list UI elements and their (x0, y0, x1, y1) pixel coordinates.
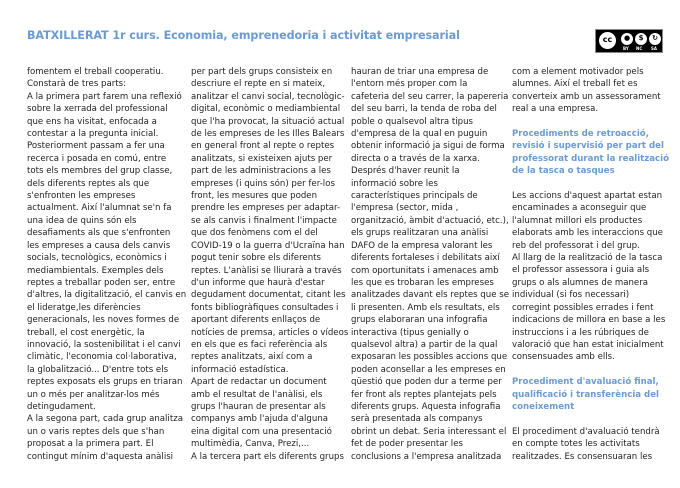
text-line: obrint un debat. Seria interessant el (351, 426, 507, 437)
text-line: real a una empresa. (512, 104, 599, 115)
text-line: obtenir informació ja sigui de forma (351, 141, 505, 152)
text-line: se als canvis i finalment l'impacte (191, 215, 337, 226)
text-line: mediambientals. Exemples dels (27, 265, 164, 276)
column-4-intro (512, 66, 674, 116)
text-line: revisió i supervisió per part del (512, 141, 664, 152)
text-line: l'entorn més proper com la (351, 79, 468, 90)
text-line: converteix amb un assessorament (512, 91, 661, 102)
spacer (512, 116, 674, 128)
text-line: diferents fortaleses i debilitats així (351, 253, 500, 264)
text-line: l'alumnat millori els productes (512, 215, 643, 226)
creative-commons-icon: cc (598, 31, 617, 50)
text-line: de la tasca o tasques (512, 166, 615, 177)
text-line: indicacions de millora en base a les (512, 315, 666, 326)
text-line: Procediments de retroacció, (512, 129, 649, 140)
text-line: hauran de triar una empresa de (351, 67, 489, 77)
text-line: proposat a la primera part. El (27, 439, 154, 450)
section-body-feedback (512, 190, 674, 364)
text-line: tots els membres del grup classe, (27, 166, 173, 177)
text-line: consensuades amb ells. (512, 352, 615, 363)
text-line: analitzar el canvi social, tecnològic- (191, 91, 345, 102)
text-line: com oportunitats i amenaces amb (351, 265, 499, 276)
text-line: les empreses a causa dels canvis (27, 240, 171, 251)
text-line: cafeteria del seu carrer, la papereria (351, 91, 509, 102)
spacer (512, 178, 674, 190)
text-line: Posteriorment passam a fer una (27, 141, 165, 152)
text-line: prendre les empreses per adaptar- (191, 203, 341, 214)
section-heading-evaluation (512, 376, 674, 413)
text-line: pogut tenir sobre els diferents (191, 253, 321, 264)
text-line: encaminades a aconseguir que (512, 203, 647, 214)
text-line: d'altres, la digitalització, el canvis en (27, 290, 187, 301)
text-line: aportant diferents enllaços de (191, 315, 321, 326)
text-line: amb el resultat de l'anàlisi, els (191, 389, 323, 400)
text-line: DAFO de la empresa valorant les (351, 240, 493, 251)
text-line: qüestió que poden dur a terme per (351, 377, 502, 388)
text-line: per part dels grups consisteix en (191, 67, 333, 77)
text-column-3 (351, 66, 511, 463)
text-line: poden aconsellar a les empreses en (351, 364, 506, 375)
text-line: reptes. L'anàlisi se lliurarà a través (191, 265, 342, 276)
text-line: climàtic, l'economia col·laborativa, (27, 352, 177, 363)
text-line: treball, el cost energètic, la (27, 327, 145, 338)
text-line: corregint possibles errades i fent (512, 302, 654, 313)
text-line: part de les administracions a les (191, 166, 331, 177)
section-body-evaluation (512, 426, 674, 463)
text-line: dels diferents reptes als que (27, 178, 150, 189)
text-line: qualificació i transferència del (512, 389, 659, 400)
text-line: detingudament. (27, 401, 96, 412)
text-line: Al llarg de la realització de la tasca (512, 253, 663, 264)
non-commercial-icon: $ (634, 32, 648, 46)
text-line: l'empresa (sector, mida , (351, 203, 459, 214)
text-line: com a element motivador pels (512, 67, 644, 77)
license-label-sa: SA (651, 46, 657, 51)
attribution-icon: ● (620, 32, 634, 46)
text-line: que ens ha visitat, enfocada a (27, 116, 157, 127)
text-line: innovació, la sostenibilitat i el canvi (27, 339, 181, 350)
text-line: Després d'haver reunit la (351, 166, 460, 177)
text-line: el lideratge,les diferències (27, 302, 141, 313)
text-line: en general front al repte o reptes (191, 141, 335, 152)
text-line: un o varis reptes dels que s'han (27, 426, 165, 437)
text-line: reb del professorat i del grup. (512, 240, 640, 251)
spacer (512, 364, 674, 376)
text-line: contestar a la pregunta inicial. (27, 129, 159, 140)
text-line: directa o a través de la xarxa. (351, 153, 480, 164)
text-line: la globalització... D'entre tots els (27, 364, 169, 375)
text-line: A la primera part farem una reflexió (27, 91, 182, 102)
text-line: els grups realitzaran una anàlisi (351, 228, 489, 239)
document-title: BATXILLERAT 1r curs. Economia, emprenedoria i activitat empresarial (27, 29, 460, 42)
text-line: interactiva (tipus genially o (351, 327, 469, 338)
text-line: que dos fenòmens com el del (191, 228, 318, 239)
text-line: descriure el repte en si mateix, (191, 79, 326, 90)
text-line: Procediment d'avaluació final, (512, 377, 659, 388)
text-line: fonts bibliogràfiques consultades i (191, 302, 339, 313)
license-badge (595, 29, 663, 53)
text-line: exposaran les possibles accions que (351, 352, 508, 363)
text-line: conclusions a l'empresa analitzada (351, 451, 502, 462)
text-line: A la tercera part els diferents grups (191, 451, 344, 462)
text-line: fomentem el treball cooperatiu. (27, 67, 164, 77)
text-line: en els que es faci referència als (191, 339, 328, 350)
text-line: valoració que han estat inicialment (512, 339, 664, 350)
text-line: reptes analitzats, així com a (191, 352, 313, 363)
text-line: reptes a treballar poden ser, entre (27, 277, 176, 288)
text-line: informació sobre les (351, 178, 438, 189)
text-line: d'empresa de la qual en puguin (351, 129, 488, 140)
text-line: informació estadística. (191, 364, 289, 375)
text-line: grups o als alumnes de manera (512, 277, 649, 288)
text-line: el professor assessora i guia als (512, 265, 650, 276)
text-line: que l'ha provocat, la situació actual (191, 116, 345, 127)
text-line: organització, àmbit d'actuació, etc.), (351, 215, 509, 226)
text-line: reptes exposats els grups en triaran (27, 377, 183, 388)
text-line: serà presentada als companys (351, 414, 483, 425)
spacer (512, 413, 674, 425)
text-line: Apart de redactar un document (191, 377, 327, 388)
text-line: COVID-19 o la guerra d'Ucraïna han (191, 240, 345, 251)
text-line: de les empreses de les Illes Balears (191, 129, 345, 140)
text-line: característiques principals de (351, 191, 478, 202)
text-line: Constarà de tres parts: (27, 79, 127, 90)
text-line: actualment. Així l'alumnat se'n fa (27, 203, 172, 214)
text-line: d'un informe que haurà d'estar (191, 277, 325, 288)
text-line: eina digital com una presentació (191, 426, 332, 437)
text-line: realitzades. Es consensuaran les (512, 451, 653, 462)
text-line: diferents grups. Aquesta infografia (351, 401, 501, 412)
text-line: un o més per analitzar-los més (27, 389, 160, 400)
text-line: poble o qualsevol altra tipus (351, 116, 474, 127)
text-line: les que es trobaran les empreses (351, 277, 494, 288)
text-line: companys amb l'ajuda d'alguna (191, 414, 329, 425)
license-label-nc: NC (636, 46, 643, 51)
text-line: elaborats amb les interaccions que (512, 228, 663, 239)
text-line: front, les mesures que poden (191, 191, 318, 202)
text-line: socials, tecnològics, econòmics i (27, 253, 167, 264)
text-line: desafiaments als que s'enfronten (27, 228, 171, 239)
text-line: instruccions i a les rúbriques de (512, 327, 649, 338)
text-line: professorat durant la realització (512, 153, 670, 164)
text-line: sobre la xerrada del professional (27, 104, 168, 115)
text-line: empreses (i quins són) per fer-los (191, 178, 335, 189)
text-line: coneixement (512, 401, 575, 412)
text-line: en compte totes les activitats (512, 439, 640, 450)
text-line: analitzades davant els reptes que se (351, 290, 509, 301)
text-line: El procediment d'avaluació tendrà (512, 426, 660, 437)
text-line: contingut mínim d'aquesta anàlisi (27, 451, 174, 462)
text-line: una idea de quins són els (27, 215, 137, 226)
text-line: Les accions d'aquest apartat estan (512, 191, 663, 202)
license-label-by: BY (623, 46, 629, 51)
text-line: fet de poder presentar les (351, 439, 463, 450)
text-column-2 (191, 66, 351, 463)
text-line: alumnes. Així el treball fet es (512, 79, 638, 90)
text-line: individual (si fos necessari) (512, 290, 630, 301)
text-column-4 (512, 66, 674, 463)
text-column-1 (27, 66, 187, 463)
text-line: li presenten. Amb els resultats, els (351, 302, 500, 313)
text-line: recerca i posada en comú, entre (27, 153, 167, 164)
text-line: qualsevol altra) a partir de la qual (351, 339, 498, 350)
text-line: fer front als reptes plantejats pels (351, 389, 497, 400)
text-line: generacionals, les noves formes de (27, 315, 180, 326)
section-heading-feedback (512, 128, 674, 178)
text-line: grups l'hauran de presentar als (191, 401, 326, 412)
text-line: multimèdia, Canva, Prezi,... (191, 439, 310, 450)
text-line: degudament documentat, citant les (191, 290, 346, 301)
share-alike-icon: ↻ (648, 32, 662, 46)
text-line: analitzats, si existeixen ajuts per (191, 153, 333, 164)
text-line: del seu barri, la tenda de roba del (351, 104, 497, 115)
text-line: digital, econòmic o mediambiental (191, 104, 341, 115)
text-line: A la segona part, cada grup analitza (27, 414, 183, 425)
text-line: s'enfronten les empreses (27, 191, 136, 202)
text-line: grups elaboraran una infografia (351, 315, 488, 326)
text-line: notícies de premsa, articles o vídeos (191, 327, 349, 338)
